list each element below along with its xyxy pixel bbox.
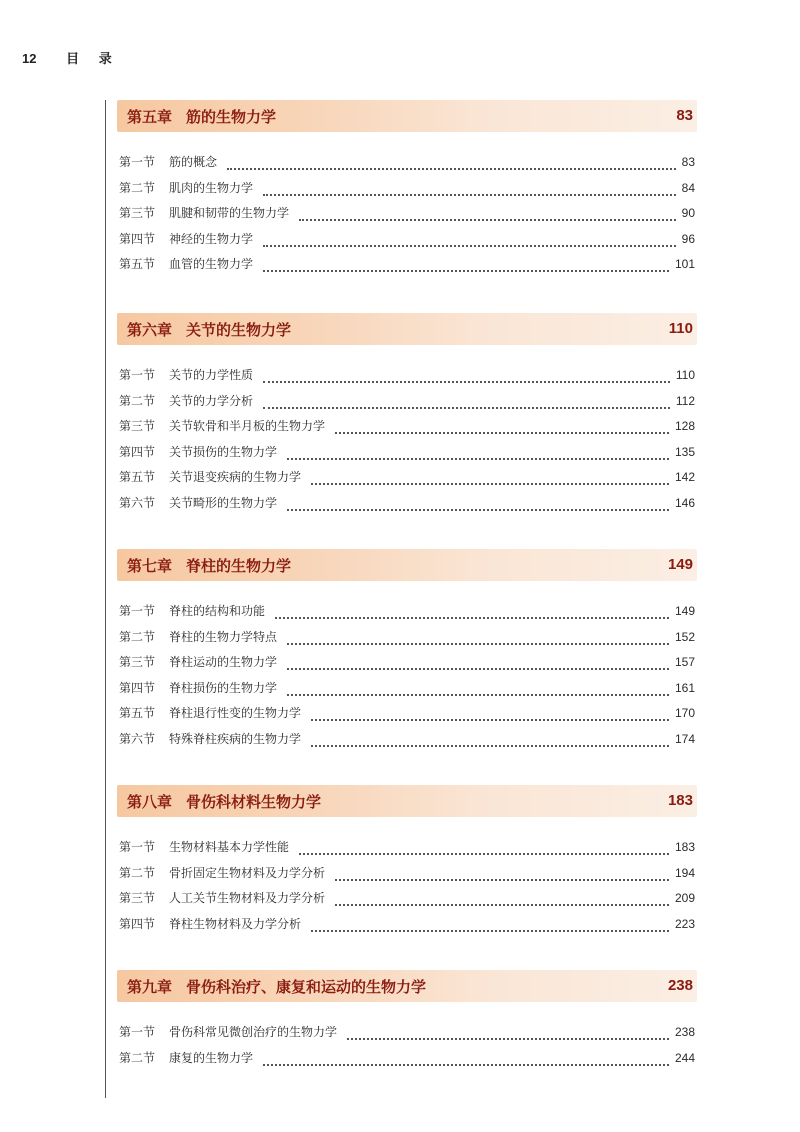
section-number: 第四节 <box>119 916 156 931</box>
section-page: 135 <box>674 444 695 459</box>
chapter-page: 238 <box>667 977 693 994</box>
section-number: 第二节 <box>119 393 156 408</box>
chapter-number: 第七章 <box>127 557 173 575</box>
dot-leader <box>335 432 669 434</box>
section-row[interactable] <box>119 230 695 250</box>
chapter-number: 第五章 <box>127 108 173 126</box>
dot-leader <box>227 168 676 170</box>
section-title: 关节的力学分析 <box>169 393 254 408</box>
section-number: 第三节 <box>119 655 156 669</box>
section-page: 90 <box>681 206 695 220</box>
section-page: 83 <box>681 155 695 169</box>
section-row[interactable] <box>119 468 695 488</box>
section-row[interactable] <box>119 730 695 750</box>
section-row[interactable] <box>119 153 695 173</box>
section-row[interactable] <box>119 443 695 463</box>
section-title: 康复的生物力学 <box>169 1050 254 1065</box>
section-number: 第一节 <box>119 368 156 382</box>
section-page: 149 <box>674 604 695 618</box>
section-title: 脊柱的结构和功能 <box>169 604 266 618</box>
chapter-name: 骨伤科材料生物力学 <box>186 793 322 811</box>
section-number: 第四节 <box>119 231 156 246</box>
chapter-number: 第六章 <box>127 321 173 339</box>
chapter-title <box>127 555 291 576</box>
section-number: 第三节 <box>119 206 156 220</box>
section-page: 128 <box>674 419 695 433</box>
dot-leader <box>287 458 669 460</box>
section-title: 关节畸形的生物力学 <box>169 495 278 510</box>
section-page: 110 <box>675 368 695 382</box>
dot-leader <box>263 1064 669 1066</box>
dot-leader <box>311 719 669 721</box>
section-page: 142 <box>674 470 695 484</box>
section-row[interactable] <box>119 392 695 412</box>
section-title: 脊柱的生物力学特点 <box>169 629 278 644</box>
chapter-title <box>127 791 321 812</box>
chapter-heading[interactable] <box>117 100 697 132</box>
dot-leader <box>311 930 669 932</box>
section-title: 骨伤科常见微创治疗的生物力学 <box>169 1025 338 1039</box>
dot-leader <box>311 745 669 747</box>
chapter-number: 第九章 <box>127 978 173 996</box>
chapter-number: 第八章 <box>127 793 173 811</box>
section-row[interactable] <box>119 255 695 275</box>
section-title: 脊柱生物材料及力学分析 <box>169 916 302 931</box>
section-row[interactable] <box>119 179 695 199</box>
chapter-heading[interactable] <box>117 549 697 581</box>
section-page: 209 <box>674 891 695 905</box>
section-page: 244 <box>674 1050 695 1065</box>
margin-rule <box>105 100 106 1098</box>
section-page: 183 <box>674 840 695 854</box>
dot-leader <box>263 381 670 383</box>
section-title: 特殊脊柱疾病的生物力学 <box>169 731 302 746</box>
chapter-heading[interactable] <box>117 970 697 1002</box>
chapter-page: 149 <box>667 556 693 573</box>
dot-leader <box>347 1038 669 1040</box>
section-title: 关节退变疾病的生物力学 <box>169 470 302 484</box>
section-number: 第一节 <box>119 1025 156 1039</box>
section-title: 骨折固定生物材料及力学分析 <box>169 865 326 880</box>
dot-leader <box>299 219 676 221</box>
section-row[interactable] <box>119 915 695 935</box>
dot-leader <box>263 245 676 247</box>
chapter-heading[interactable] <box>117 785 697 817</box>
section-number: 第二节 <box>119 865 156 880</box>
section-title: 关节损伤的生物力学 <box>169 444 278 459</box>
chapter-name: 脊柱的生物力学 <box>186 557 292 575</box>
section-row[interactable] <box>119 679 695 699</box>
section-title: 脊柱损伤的生物力学 <box>169 680 278 695</box>
page-header <box>22 48 120 67</box>
section-row[interactable] <box>119 366 695 386</box>
chapter-name: 筋的生物力学 <box>186 108 277 126</box>
section-number: 第二节 <box>119 629 156 644</box>
chapter-name: 关节的生物力学 <box>186 321 292 339</box>
section-row[interactable] <box>119 628 695 648</box>
section-page: 223 <box>674 916 695 931</box>
section-page: 174 <box>674 731 695 746</box>
dot-leader <box>299 853 669 855</box>
dot-leader <box>287 509 669 511</box>
section-number: 第三节 <box>119 419 156 433</box>
section-title: 人工关节生物材料及力学分析 <box>169 891 326 905</box>
section-title: 生物材料基本力学性能 <box>169 840 290 854</box>
section-number: 第一节 <box>119 604 156 618</box>
section-title: 关节的力学性质 <box>169 368 254 382</box>
section-title: 肌肉的生物力学 <box>169 180 254 195</box>
section-number: 第二节 <box>119 180 156 195</box>
section-number: 第一节 <box>119 840 156 854</box>
dot-leader <box>275 617 669 619</box>
dot-leader <box>287 668 669 670</box>
section-page: 96 <box>681 231 695 246</box>
section-row[interactable] <box>119 889 695 909</box>
page-number: 12 <box>22 51 37 66</box>
section-page: 84 <box>681 180 695 195</box>
chapter-page: 110 <box>668 320 693 337</box>
section-row[interactable] <box>119 653 695 673</box>
section-number: 第五节 <box>119 257 156 271</box>
section-number: 第四节 <box>119 680 156 695</box>
section-page: 238 <box>674 1025 695 1039</box>
section-number: 第一节 <box>119 155 156 169</box>
section-row[interactable] <box>119 494 695 514</box>
section-row[interactable] <box>119 864 695 884</box>
chapter-page: 83 <box>676 107 693 124</box>
chapter-name: 骨伤科治疗、康复和运动的生物力学 <box>186 978 427 996</box>
section-page: 157 <box>674 655 695 669</box>
section-number: 第五节 <box>119 706 156 720</box>
section-title: 肌腱和韧带的生物力学 <box>169 206 290 220</box>
dot-leader <box>287 643 669 645</box>
dot-leader <box>335 904 669 906</box>
section-page: 161 <box>674 680 695 695</box>
section-row[interactable] <box>119 1023 695 1043</box>
section-title: 神经的生物力学 <box>169 231 254 246</box>
section-title: 筋的概念 <box>169 155 218 169</box>
section-row[interactable] <box>119 704 695 724</box>
dot-leader <box>263 407 670 409</box>
section-number: 第五节 <box>119 470 156 484</box>
chapter-title <box>127 106 276 127</box>
dot-leader <box>263 270 669 272</box>
section-title: 血管的生物力学 <box>169 257 254 271</box>
section-page: 152 <box>674 629 695 644</box>
section-title: 脊柱运动的生物力学 <box>169 655 278 669</box>
section-page: 146 <box>674 495 695 510</box>
section-page: 101 <box>674 257 695 271</box>
chapter-title <box>127 976 426 997</box>
section-title: 脊柱退行性变的生物力学 <box>169 706 302 720</box>
section-number: 第六节 <box>119 495 156 510</box>
chapter-title <box>127 319 291 340</box>
section-row[interactable] <box>119 838 695 858</box>
section-number: 第四节 <box>119 444 156 459</box>
dot-leader <box>287 694 669 696</box>
section-number: 第二节 <box>119 1050 156 1065</box>
section-number: 第六节 <box>119 731 156 746</box>
dot-leader <box>311 483 669 485</box>
section-page: 194 <box>674 865 695 880</box>
dot-leader <box>335 879 669 881</box>
section-row[interactable] <box>119 602 695 622</box>
section-number: 第三节 <box>119 891 156 905</box>
dot-leader <box>263 194 676 196</box>
section-page: 112 <box>675 393 695 408</box>
section-title: 关节软骨和半月板的生物力学 <box>169 419 326 433</box>
section-page: 170 <box>674 706 695 720</box>
chapter-heading[interactable] <box>117 313 697 345</box>
section-row[interactable] <box>119 1049 695 1069</box>
section-row[interactable] <box>119 417 695 437</box>
section-row[interactable] <box>119 204 695 224</box>
chapter-page: 183 <box>667 792 693 809</box>
page-title: 目 录 <box>66 51 120 66</box>
